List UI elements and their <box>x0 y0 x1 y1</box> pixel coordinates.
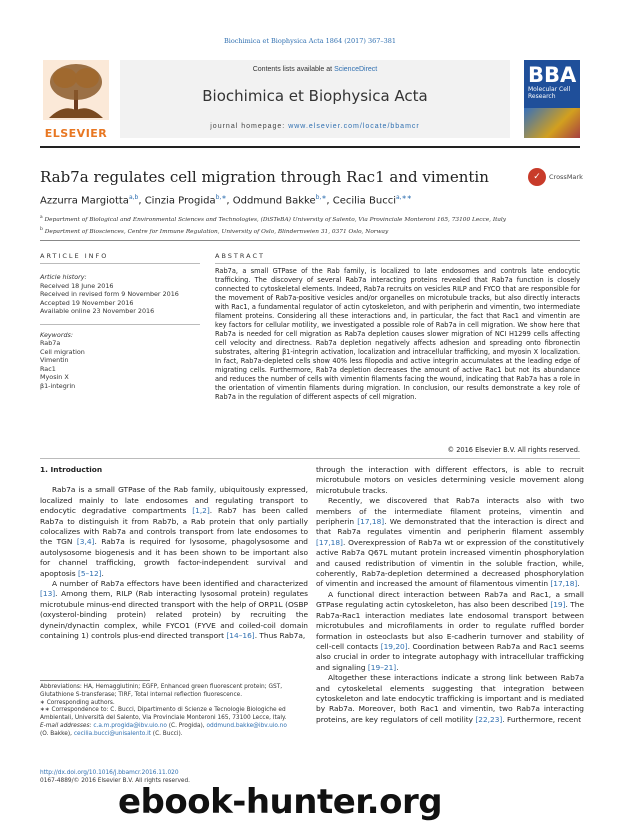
contents-line <box>120 66 510 73</box>
citation-link[interactable]: [3,4] <box>76 537 95 547</box>
citation-link[interactable]: [17,18] <box>550 579 578 589</box>
author-name[interactable]: Oddmund Bakke <box>232 195 316 207</box>
elsevier-tree-icon <box>43 60 109 120</box>
affiliation-a <box>40 213 580 225</box>
text-run: Recently, we discovered that Rab7a interacts also with two members of the intermediate filament proteins, vimentin and peripherin <box>316 496 584 527</box>
crossmark-label: CrossMark <box>549 173 583 181</box>
author-list: Azzurra Margiotta$^{a,b}$, Cinzia Progida$^{b,∗}$, Oddmund Bakke$^{b,∗}$, Cecilia Bucci$^{a,∗∗}$ <box>40 194 412 207</box>
email-link[interactable]: c.a.m.progida@ibv.uio.no <box>93 722 167 729</box>
text-run: . <box>101 568 104 578</box>
journal-citation[interactable]: Biochimica et Biophysica Acta 1864 (2017) 367–381 <box>223 37 397 45</box>
citation-link[interactable]: [13] <box>40 589 56 599</box>
author-name[interactable]: Cecilia Bucci <box>332 195 396 207</box>
text-run: . Rab7a is required for lysosome, phagolysosome and autolysosome biogenesis and it has been shown to be important also for channel trafficking, growth factor-independent survival and apoptosis <box>40 537 308 578</box>
section-heading: 1. Introduction <box>40 465 103 474</box>
citation-link[interactable]: [19,20] <box>380 641 408 651</box>
body-right-column <box>316 465 584 725</box>
text-run: Rab7a is a small GTPase of the Rab family, ubiquitously expressed, localized mainly to late endosomes and regulating transport to endocytic degradative compartments <box>40 485 308 516</box>
footnote-corresponding: ∗ Corresponding authors. <box>40 699 115 706</box>
elsevier-wordmark: ELSEVIER <box>44 127 108 140</box>
watermark: ebook-hunter.org <box>118 782 443 822</box>
history-item: Received in revised form 9 November 2016 <box>40 290 179 298</box>
article-title: Rab7a regulates cell migration through Rac1 and vimentin <box>40 168 489 186</box>
text-run: . Among them, RILP (Rab interacting lysosomal protein) regulates microtubule minus-end directed transport with the help of ORP1L (OSBP (oxysterol-binding protein) related protein) by recruiting the dynein/dynactin complex, while FYCO1 (FYVE and coiled-coil domain containing 1) controls plus-end directed transport <box>40 589 308 641</box>
crossmark-icon: ✓ <box>528 168 546 186</box>
author-name[interactable]: Azzurra Margiotta <box>40 195 129 207</box>
article-info <box>40 273 200 390</box>
citation-link[interactable]: [19–21] <box>367 662 397 672</box>
email-owner: (O. Bakke), <box>40 730 74 737</box>
paragraph <box>316 590 584 673</box>
email-label: E-mail addresses: <box>40 722 94 729</box>
author-affil-mark[interactable]: a,b <box>128 194 139 201</box>
text-run: . <box>577 579 580 589</box>
article-info-rule <box>40 263 200 264</box>
citation-link[interactable]: [22,23] <box>475 714 503 724</box>
email-link[interactable]: oddmund.bakke@ibv.uio.no <box>206 722 287 729</box>
article-info-heading: ARTICLE INFO <box>40 252 109 260</box>
author-affil-mark[interactable]: b,∗ <box>215 194 227 201</box>
abstract-copyright: © 2016 Elsevier B.V. All rights reserved. <box>447 446 580 454</box>
keyword: Rac1 <box>40 364 56 373</box>
masthead <box>40 60 580 138</box>
author-name[interactable]: Cinzia Progida <box>144 195 216 207</box>
journal-homepage <box>120 123 510 130</box>
homepage-link[interactable]: www.elsevier.com/locate/bbamcr <box>288 123 420 130</box>
text-run: . Coordination between Rab7a and Rac1 seems also crucial in order to integrate autophagy with intracellular trafficking and signaling <box>316 641 584 672</box>
paragraph <box>316 496 584 590</box>
text-run: . Rab7 has been called Rab7a to distinguish it from Rab7b, a Rab protein that only partially colocalizes with Rab7a and controls transport from late endosomes to the TGN <box>40 506 308 547</box>
header-divider <box>40 146 580 148</box>
affiliation-mark: b <box>40 226 43 232</box>
email-owner: (C. Progida), <box>166 722 207 729</box>
abstract-end-rule <box>40 458 580 459</box>
cover-subtitle-1: Molecular Cell <box>528 86 571 93</box>
text-run: . Overexpression of Rab7a wt or expression of the constitutively active Rab7a Q67L mutant protein increased vimentin phosphorylation and caused redistribution of vimentin in the soluble fraction, while, coherently, Rab7a-depletion determined a decreased phosphorylation of vimentin and increased the amount of filamentous vimentin <box>316 537 584 589</box>
elsevier-logo <box>40 60 112 138</box>
abstract-rule <box>215 263 580 264</box>
citation-link[interactable]: [19] <box>550 600 566 610</box>
history-item: Accepted 19 November 2016 <box>40 298 134 307</box>
history-item: Available online 23 November 2016 <box>40 307 155 315</box>
text-run: A number of Rab7a effectors have been identified and characterized <box>52 579 308 589</box>
text-run: . <box>396 662 399 672</box>
affiliation-divider <box>40 240 580 241</box>
affiliation-b <box>40 225 580 237</box>
citation-link[interactable]: [17,18] <box>316 537 343 547</box>
paragraph <box>40 485 308 579</box>
text-run: . We demonstrated that the interaction is direct and that Rab7a regulates vimentin and peripherin filament assembly <box>316 517 584 537</box>
history-item: Received 18 June 2016 <box>40 281 114 290</box>
paragraph <box>316 673 584 725</box>
footnotes <box>40 684 308 739</box>
citation-link[interactable]: [14–16] <box>226 631 255 641</box>
keyword: Cell migration <box>40 347 85 356</box>
text-run: A functional direct interaction between Rab7a and Rac1, a small GTPase regulating actin cytoskeleton, has also been described <box>316 589 584 610</box>
info-divider <box>40 324 200 325</box>
paragraph <box>40 579 308 641</box>
journal-title[interactable]: Biochimica et Biophysica Acta <box>202 87 428 105</box>
keyword: β1-integrin <box>40 381 76 390</box>
affiliation-text: Department of Biological and Environmental Sciences and Technologies, (DiSTeBA) University of Salento, Via Provinciale Monteroni 165, 73100 Lecce, Italy <box>44 216 507 223</box>
doi-link[interactable]: http://dx.doi.org/10.1016/j.bbamcr.2016.11.020 <box>40 770 179 776</box>
citation-link[interactable]: [17,18] <box>357 517 385 527</box>
journal-cover-thumbnail[interactable] <box>524 60 580 138</box>
text-run: . The Rab7a-Rac1 interaction mediates late endosomal transport between microtubules and microfilaments in order to regulate ruffled border formation in osteoclasts but also E-cadherin turnover and stability of cell-cell contacts <box>316 600 584 651</box>
affiliation-text: Department of Biosciences, Centre for Immune Regulation, University of Oslo, Blindernveien 31, 0371 Oslo, Norway <box>44 228 389 235</box>
history-label: Article history: <box>40 273 87 281</box>
journal-header-box <box>120 60 510 138</box>
body-left-column <box>40 465 308 642</box>
contents-prefix: Contents lists available at <box>252 66 335 73</box>
keyword: Myosin X <box>40 373 69 381</box>
email-owner: (C. Bucci). <box>150 730 183 737</box>
text-run: through the interaction with different effectors, is able to recruit microtubule motors on vesicles determining vesicle movement along microtubule tracks. <box>316 465 584 495</box>
sciencedirect-link[interactable]: ScienceDirect <box>334 66 378 73</box>
text-run: Altogether these interactions indicate a strong link between Rab7a and cytoskeletal elements suggesting that integration between cytoskeleton and late endocytic trafficking is important and is mediated by Rab7a. Moreover, both Rac1 and vimentin, two Rab7a interacting proteins, are key regulators of cell motility <box>316 673 584 724</box>
citation-link[interactable]: [5–12] <box>77 568 102 578</box>
citation-link[interactable]: [1,2] <box>192 506 210 516</box>
crossmark-badge[interactable] <box>528 168 583 186</box>
affiliation-mark: a <box>40 215 43 220</box>
issn-line: 0167-4889/© 2016 Elsevier B.V. All rights reserved. <box>40 777 191 784</box>
abstract-heading: ABSTRACT <box>215 252 265 260</box>
keyword: Rab7a <box>40 339 61 347</box>
affiliations <box>40 213 580 237</box>
keywords-label: Keywords: <box>40 330 73 339</box>
keyword: Vimentin <box>40 356 69 364</box>
cover-title: BBA <box>528 63 577 87</box>
homepage-prefix: journal homepage: <box>210 123 289 130</box>
abstract-text: Rab7a, a small GTPase of the Rab family, is localized to late endosomes and controls late endocytic trafficking. The discovery of several Rab7a interacting proteins revealed that Rab7a function is closely connected to cytoskeletal elements. Indeed, Rab7a recruits on vesicles RILP and FYCO that are responsible for the movement of Rab7a-positive vesicles and/or organelles on microtubule tracks, but also directly interacts with Rac1, a fundamental regulator of actin cytoskeleton, and with peripherin and vimentin, two intermediate filament proteins. Considering all these interactions and, in particular, the fact that Rac1 and vimentin are key factors for cellular motility, we investigated a possible role of Rab7a in cell migration. We show here that Rab7a is needed for cell migration as Rab7a depletion causes slower migration of NCI H1299 cells affecting cell velocity and directness. Rab7a depletion negatively affects adhesion and spreading onto fibronectin substrates, altering β1-integrin activation, localization and intracellular trafficking, and myosin X localization. In fact, Rab7a-depleted cells show 40% less filopodia and active integrin accumulates at the leading edge of migrating cells. Furthermore, Rab7a depletion decreases the amount of active Rac1 but not its abundance and reduces the number of cells with vimentin filaments facing the wound, indicating that Rab7a has a role in the orientation of vimentin filaments during migration. In conclusion, our results demonstrate a key role of Rab7a in the regulation of different aspects of cell migration. <box>215 267 580 401</box>
text-run: . Furthermore, recent <box>502 714 582 724</box>
cover-subtitle-2: Research <box>528 93 556 100</box>
text-run: . Thus Rab7a, <box>254 631 306 641</box>
footnote-correspondence: ∗∗ Correspondence to: C. Bucci, Dipartimento di Scienze e Tecnologie Biologiche ed Ambientali, Università del Salento, Via Provinciale Monteroni 165, 73100 Lecce, Italy. <box>40 707 287 722</box>
author-affil-mark[interactable]: a,∗∗ <box>395 194 412 201</box>
author-affil-mark[interactable]: b,∗ <box>315 194 327 201</box>
paragraph <box>316 465 584 496</box>
email-link[interactable]: cecilia.bucci@unisalento.it <box>73 730 151 737</box>
footnote-rule <box>40 680 150 681</box>
footnote-abbreviations: Abbreviations: HA, Hemagglutinin; EGFP, Enhanced green fluorescent protein; GST, Glutathione S-transferase; TIRF, Total internal reflection fluorescence. <box>40 684 283 698</box>
cover-artwork <box>524 108 580 138</box>
footnote-emails <box>40 723 308 739</box>
